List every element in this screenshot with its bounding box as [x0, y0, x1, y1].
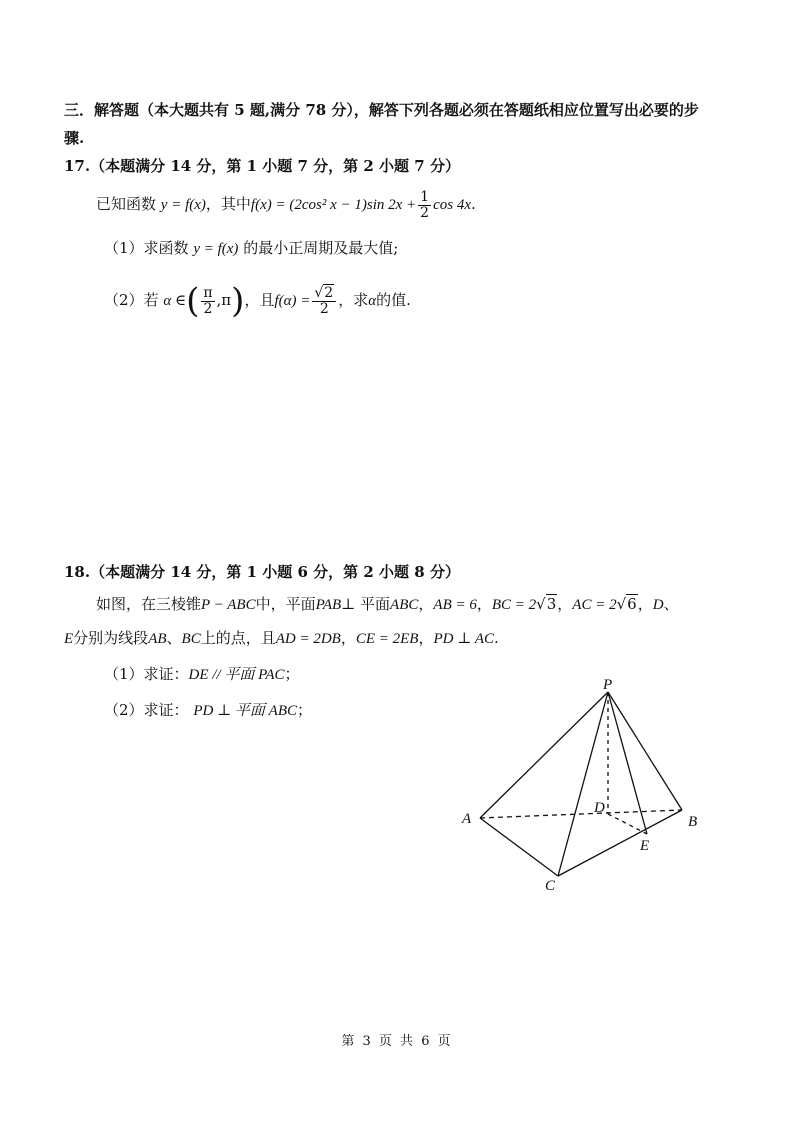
label-B: B — [688, 814, 698, 830]
q17-given: 已知函数 y = f(x)，其中f(x) = (2cos² x − 1)sin 2x + $\frac{1}{2}$ cos 4x. — [96, 188, 476, 221]
edge-PA — [480, 692, 608, 818]
section-heading-cont: 骤. — [64, 129, 85, 147]
pyramid-figure — [450, 670, 710, 900]
q17-part2: （2）若 α ∈( $\frac{\pi}{2}$ ,π)，且f(α) = $\frac{√2}{2}$ ，求α的值. — [104, 281, 411, 321]
edge-DE-hidden — [608, 814, 647, 834]
q18-title: 18.（本题满分 14 分，第 1 小题 6 分，第 2 小题 8 分） — [64, 563, 460, 581]
edge-AC — [480, 818, 558, 876]
q18-line1: 如图，在三棱锥P − ABC中，平面PAB⊥ 平面ABC，AB = 6，BC = 2√3，AC = 2√6，D、 — [96, 595, 679, 613]
edge-AB-hidden — [480, 810, 682, 818]
label-A: A — [462, 811, 472, 827]
edge-PC — [558, 692, 608, 876]
page-footer: 第 3 页 共 6 页 — [341, 1034, 453, 1049]
edge-CB — [558, 810, 682, 876]
label-D: D — [594, 800, 605, 816]
q17-title: 17.（本题满分 14 分，第 1 小题 7 分，第 2 小题 7 分） — [64, 157, 460, 175]
q18-line2: E分别为线段AB、BC上的点，且AD = 2DB，CE = 2EB，PD ⊥ AC. — [64, 629, 499, 647]
section-heading: 三．解答题（本大题共有 5 题,满分 78 分），解答下列各题必须在答题纸相应位置写出必要的步 — [64, 101, 699, 119]
label-P: P — [603, 677, 613, 693]
q18-part2: （2）求证： PD ⊥ 平面 ABC； — [104, 701, 313, 719]
edge-PB — [608, 692, 682, 810]
label-C: C — [545, 878, 556, 894]
q18-part1: （1）求证：DE // 平面 PAC； — [104, 665, 300, 683]
label-E: E — [640, 838, 650, 854]
q17-part1: （1）求函数 y = f(x) 的最小正周期及最大值; — [104, 239, 399, 257]
